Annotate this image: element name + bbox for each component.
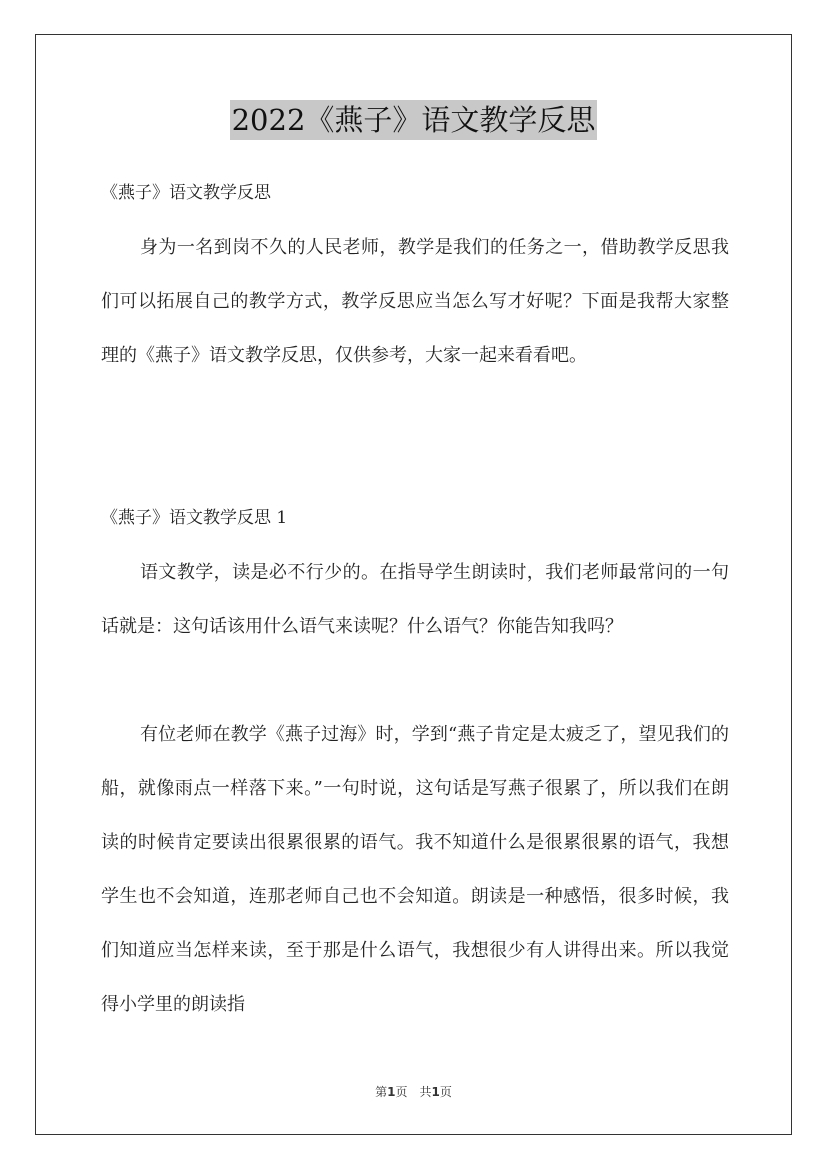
- body-paragraph: 有位老师在教学《燕子过海》时，学到“燕子肯定是太疲乏了，望见我们的船，就像雨点一样落下来。”一句时说，这句话是写燕子很累了，所以我们在朗读的时候肯定要读出很累很累的语气。我不知道什么是很累很累的语气，我想学生也不会知道，连那老师自己也不会知道。朗读是一种感悟，很多时候，我们知道应当怎样来读，至于那是什么语气，我想很少有人讲得出来。所以我觉得小学里的朗读指: [101, 724, 729, 1015]
- total-pages: 1: [431, 1085, 440, 1099]
- total-label-prefix: 共: [419, 1085, 432, 1099]
- page-footer: [0, 1084, 827, 1100]
- page-label-prefix: 第: [375, 1085, 388, 1099]
- body-paragraph: 语文教学，读是必不行少的。在指导学生朗读时，我们老师最常问的一句话就是：这句话该用什么语气来读呢？什么语气？你能告知我吗？: [101, 562, 729, 637]
- document-title: 2022《燕子》语文教学反思: [230, 100, 598, 140]
- page-number: 1: [387, 1085, 396, 1099]
- document-subtitle: 《燕子》语文教学反思: [101, 183, 271, 203]
- total-label-suffix: 页: [439, 1085, 452, 1099]
- title-container: [0, 100, 827, 140]
- intro-paragraph: 身为一名到岗不久的人民老师，教学是我们的任务之一，借助教学反思我们可以拓展自己的教学方式，教学反思应当怎么写才好呢？下面是我帮大家整理的《燕子》语文教学反思，仅供参考，大家一起来看看吧。: [101, 237, 729, 366]
- page-label-suffix: 页: [395, 1085, 408, 1099]
- section-heading: 《燕子》语文教学反思 1: [101, 508, 288, 528]
